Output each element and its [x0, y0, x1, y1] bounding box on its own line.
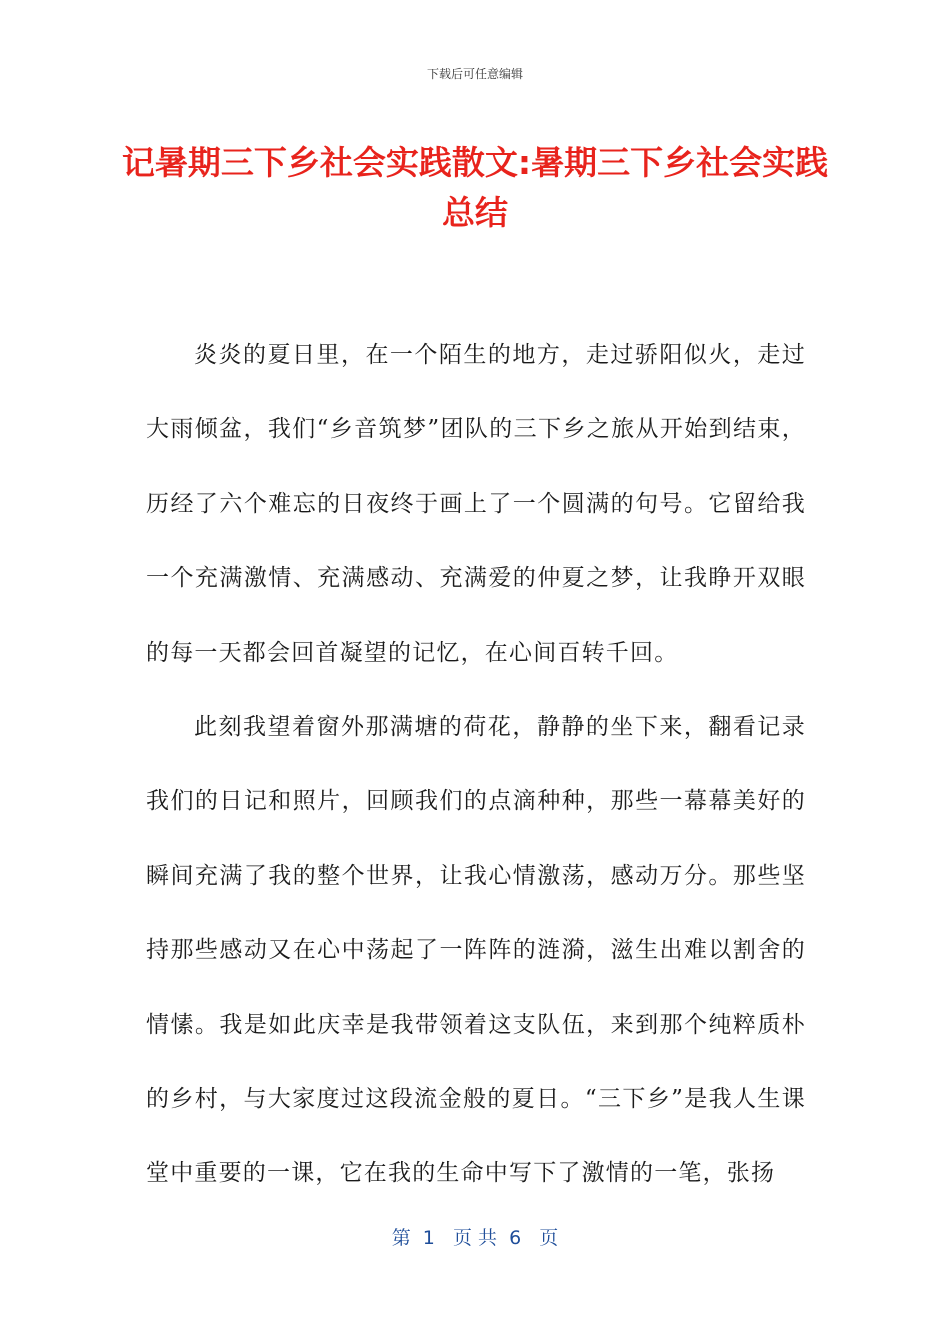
- page-header-note: 下载后可任意编辑: [426, 67, 523, 81]
- page-footer-pagination: 第 1 页 共 6 页: [391, 1227, 559, 1249]
- paragraph-1: 炎炎的夏日里，在一个陌生的地方，走过骄阳似火，走过大雨倾盆，我们“乡音筑梦”团队的三下乡之旅从开始到结束，历经了六个难忘的日夜终于画上了一个圆满的句号。它留给我一个充满激情、充满感动、充满爱的仲夏之梦，让我睁开双眼的每一天都会回首凝望的记忆，在心间百转千回。: [146, 342, 806, 666]
- document-body: [146, 318, 806, 1211]
- document-title: 记暑期三下乡社会实践散文:暑期三下乡社会实践总结: [121, 143, 829, 232]
- paragraph-2: 此刻我望着窗外那满塘的荷花，静静的坐下来，翻看记录我们的日记和照片，回顾我们的点滴种种，那些一幕幕美好的瞬间充满了我的整个世界，让我心情激荡，感动万分。那些坚持那些感动又在心中荡起了一阵阵的涟漪，滋生出难以割舍的情愫。我是如此庆幸是我带领着这支队伍，来到那个纯粹质朴的乡村，与大家度过这段流金般的夏日。“三下乡”是我人生课堂中重要的一课，它在我的生命中写下了激情的一笔，张扬: [146, 714, 806, 1187]
